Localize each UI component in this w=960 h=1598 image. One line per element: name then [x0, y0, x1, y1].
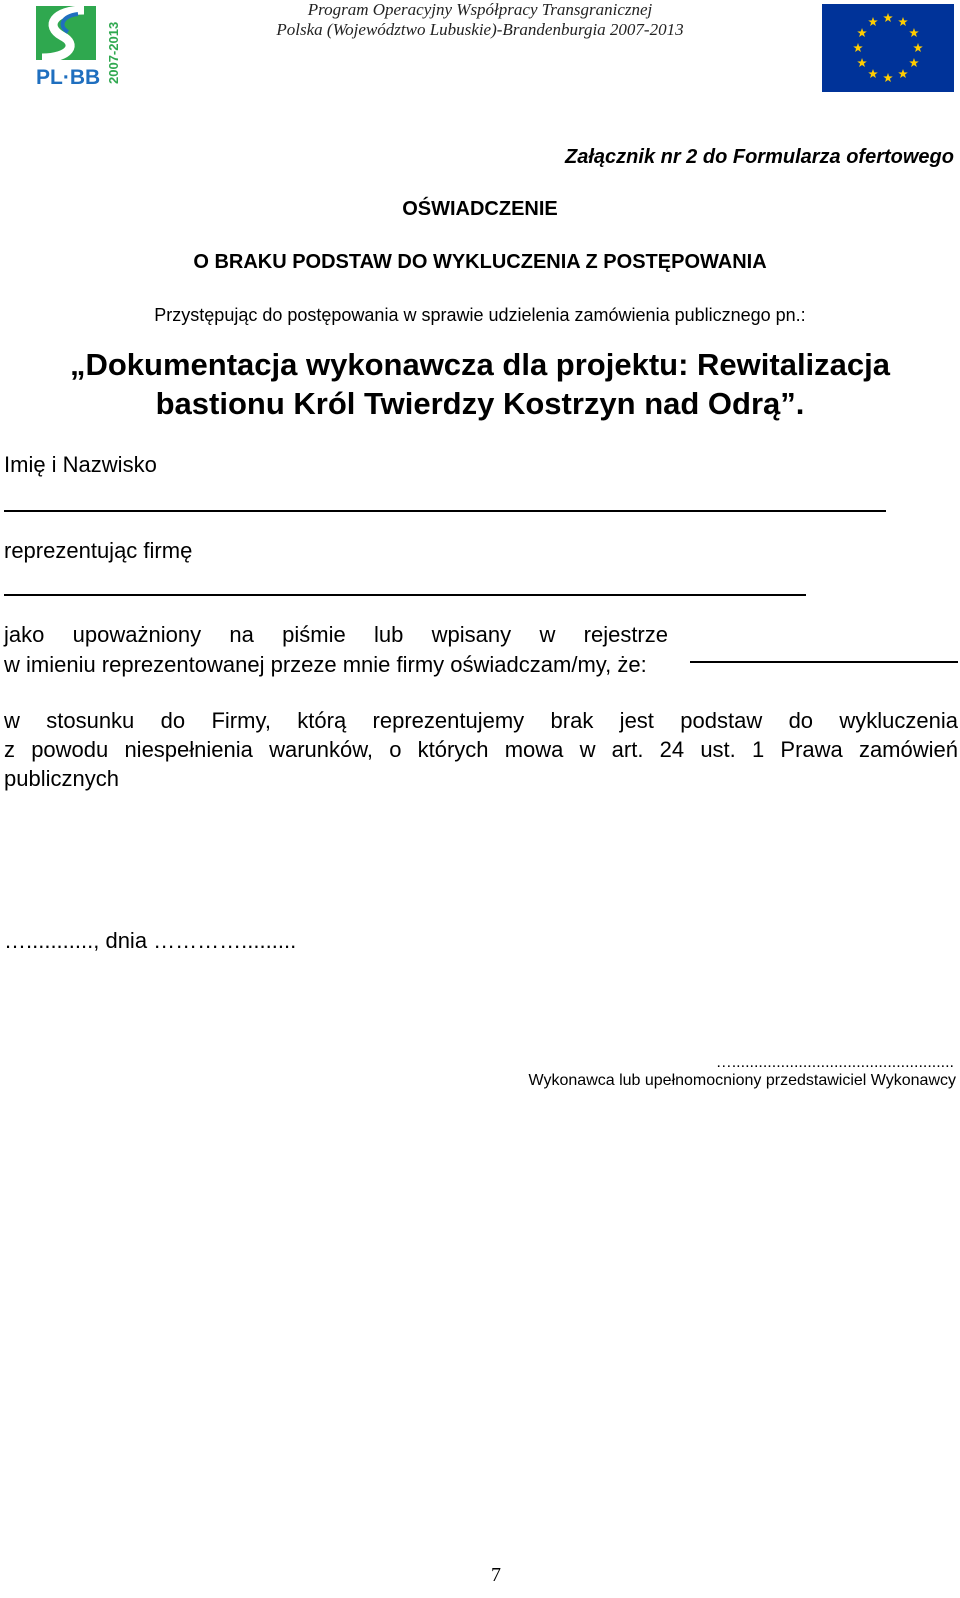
project-title-line-2: bastionu Król Twierdzy Kostrzyn nad Odrą”.: [155, 386, 805, 421]
statement-line-3: publicznych: [4, 766, 119, 791]
company-fill-line[interactable]: [4, 594, 806, 596]
annex-label: Załącznik nr 2 do Formularza ofertowego: [565, 146, 954, 168]
eu-flag-icon: [822, 4, 954, 92]
company-label: reprezentując firmę: [4, 538, 193, 563]
plbb-logo-icon: [34, 4, 124, 88]
authorization-line-1: jako upoważniony na piśmie lub wpisany w rejestrze: [4, 622, 668, 647]
eu-flag: [822, 4, 954, 92]
statement-line-1: w stosunku do Firmy, którą reprezentujemy brak jest podstaw do wykluczenia: [4, 708, 958, 733]
authorization-line-2: w imieniu reprezentowanej przeze mnie firmy oświadczam/my, że:: [4, 652, 647, 677]
place-date-field[interactable]: …..........., dnia ………….........: [4, 928, 297, 953]
page-number: 7: [491, 1564, 501, 1586]
name-fill-line[interactable]: [4, 510, 886, 512]
intro-text: Przystępując do postępowania w sprawie udzielenia zamówienia publicznego pn.:: [154, 305, 806, 325]
signature-line[interactable]: …..................................................: [715, 1054, 954, 1071]
program-logo: [34, 4, 124, 88]
program-name-line-1: Program Operacyjny Współpracy Transgranicznej: [307, 0, 653, 19]
program-name-line-2: Polska (Województwo Lubuskie)-Brandenburgia 2007-2013: [276, 20, 684, 39]
register-fill-line[interactable]: [690, 661, 958, 663]
logo-years: 2007-2013: [106, 21, 121, 84]
signature-caption: Wykonawca lub upełnomocniony przedstawiciel Wykonawcy: [528, 1072, 956, 1089]
logo-text: PL·BB: [36, 66, 101, 88]
project-title-line-1: „Dokumentacja wykonawcza dla projektu: Rewitalizacja: [69, 347, 891, 382]
name-label: Imię i Nazwisko: [4, 452, 157, 477]
declaration-subtitle: O BRAKU PODSTAW DO WYKLUCZENIA Z POSTĘPOWANIA: [193, 251, 767, 273]
declaration-title: OŚWIADCZENIE: [402, 198, 558, 220]
statement-line-2: z powodu niespełnienia warunków, o których mowa w art. 24 ust. 1 Prawa zamówień: [4, 737, 958, 762]
